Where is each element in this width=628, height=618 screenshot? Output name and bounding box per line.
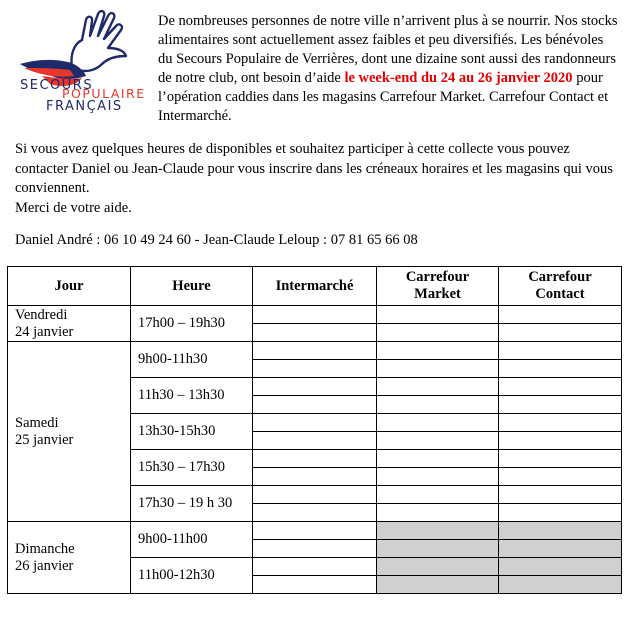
signup-cell[interactable] — [253, 342, 377, 360]
signup-cell[interactable] — [499, 360, 622, 378]
unavailable-cell — [499, 522, 622, 540]
signup-cell[interactable] — [253, 558, 377, 576]
signup-cell[interactable] — [499, 468, 622, 486]
signup-cell[interactable] — [253, 522, 377, 540]
table-header-row — [8, 267, 622, 306]
signup-cell[interactable] — [377, 486, 499, 504]
schedule-table — [7, 266, 622, 594]
time-slot: 11h00-12h30 — [131, 558, 253, 594]
signup-cell[interactable] — [499, 342, 622, 360]
logo-text-francais: FRANÇAIS — [46, 99, 123, 114]
signup-cell[interactable] — [377, 306, 499, 324]
call-to-action-paragraph — [15, 140, 615, 218]
signup-cell[interactable] — [253, 450, 377, 468]
signup-cell[interactable] — [377, 468, 499, 486]
day-cell-vendredi: Vendredi 24 janvier — [8, 306, 131, 342]
signup-cell[interactable] — [377, 324, 499, 342]
header-carrefour-contact: Carrefour Contact — [499, 267, 622, 306]
header-carrefour-market: Carrefour Market — [377, 267, 499, 306]
contact-phone-numbers: Daniel André : 06 10 49 24 60 - Jean-Claude Leloup : 07 81 65 66 08 — [15, 232, 418, 248]
signup-cell[interactable] — [499, 432, 622, 450]
signup-cell[interactable] — [253, 324, 377, 342]
logo-text-populaire: POPULAIRE — [62, 86, 146, 101]
call-to-action-text: Si vous avez quelques heures de disponibles et souhaitez participer à cette collecte vous pouvez contacter Daniel ou Jean-Claude pour vous inscrire dans les créneaux horaires et les magasins qui vous conviennent. — [15, 141, 613, 196]
signup-cell[interactable] — [253, 540, 377, 558]
header-heure: Heure — [131, 267, 253, 306]
logo-text-secours: SECOURS — [20, 78, 94, 93]
signup-cell[interactable] — [499, 306, 622, 324]
signup-cell[interactable] — [377, 450, 499, 468]
time-slot: 15h30 – 17h30 — [131, 450, 253, 486]
signup-cell[interactable] — [499, 504, 622, 522]
time-slot: 11h30 – 13h30 — [131, 378, 253, 414]
time-slot: 17h00 – 19h30 — [131, 306, 253, 342]
signup-cell[interactable] — [377, 360, 499, 378]
signup-cell[interactable] — [253, 576, 377, 594]
signup-cell[interactable] — [377, 378, 499, 396]
signup-cell[interactable] — [499, 396, 622, 414]
unavailable-cell — [377, 558, 499, 576]
signup-cell[interactable] — [253, 396, 377, 414]
unavailable-cell — [499, 576, 622, 594]
signup-cell[interactable] — [499, 378, 622, 396]
hand-outline — [71, 11, 126, 71]
signup-cell[interactable] — [253, 378, 377, 396]
signup-cell[interactable] — [377, 432, 499, 450]
thanks-text: Merci de votre aide. — [15, 199, 132, 216]
signup-cell[interactable] — [499, 324, 622, 342]
unavailable-cell — [499, 540, 622, 558]
signup-cell[interactable] — [377, 396, 499, 414]
unavailable-cell — [377, 576, 499, 594]
signup-cell[interactable] — [499, 486, 622, 504]
header-jour: Jour — [8, 267, 131, 306]
time-slot: 9h00-11h00 — [131, 522, 253, 558]
time-slot: 9h00-11h30 — [131, 342, 253, 378]
time-slot: 13h30-15h30 — [131, 414, 253, 450]
signup-cell[interactable] — [377, 414, 499, 432]
intro-highlight-dates: le week-end du 24 au 26 janvier 2020 — [344, 70, 573, 86]
unavailable-cell — [499, 558, 622, 576]
signup-cell[interactable] — [253, 414, 377, 432]
signup-cell[interactable] — [377, 342, 499, 360]
day-cell-samedi: Samedi 25 janvier — [8, 342, 131, 522]
time-slot: 17h30 – 19 h 30 — [131, 486, 253, 522]
signup-cell[interactable] — [253, 504, 377, 522]
signup-cell[interactable] — [253, 306, 377, 324]
signup-cell[interactable] — [253, 432, 377, 450]
day-cell-dimanche: Dimanche 26 janvier — [8, 522, 131, 594]
signup-cell[interactable] — [499, 450, 622, 468]
signup-cell[interactable] — [253, 486, 377, 504]
signup-cell[interactable] — [377, 504, 499, 522]
signup-cell[interactable] — [253, 468, 377, 486]
header-intermarche: Intermarché — [253, 267, 377, 306]
intro-text-end: pour l’opération caddies dans les magasins Carrefour Market. Carrefour Contact et Intermarché. — [158, 70, 609, 124]
intro-text: De nombreuses personnes de notre ville n’arrivent plus à se nourrir. Nos stocks alimentaires sont actuellement assez faibles et peu diversifiés. Les bénévoles du Secours Populaire de Verrières, dont une dizaine sont aussi des randonneurs de notre club, ont besoin d’aide — [158, 13, 618, 86]
signup-cell[interactable] — [253, 360, 377, 378]
intro-paragraph — [158, 12, 620, 126]
unavailable-cell — [377, 522, 499, 540]
unavailable-cell — [377, 540, 499, 558]
signup-cell[interactable] — [499, 414, 622, 432]
